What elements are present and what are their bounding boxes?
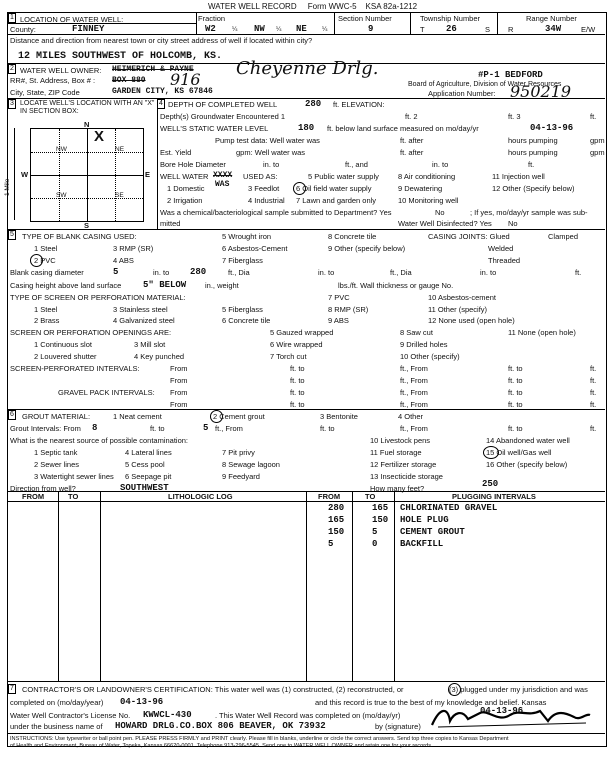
casing-rmp: 3 RMP (SR) (113, 244, 154, 253)
grout-ft-to: ft. to (320, 424, 335, 433)
use-dewatering: 9 Dewatering (398, 184, 443, 193)
chem-mitted: mitted (160, 219, 181, 228)
height-label: Casing height above land surface (10, 281, 122, 290)
perf-from: From (170, 364, 188, 373)
contam-abandoned: 14 Abandoned water well (486, 436, 570, 445)
diam-in: in. to (153, 268, 170, 277)
contam-fuel: 11 Fuel storage (370, 448, 422, 457)
perf-ft-r2: ft. (590, 376, 597, 385)
contam-septic: 1 Septic tank (34, 448, 78, 457)
plug-row-from: 5 (328, 539, 334, 549)
open-saw: 8 Saw cut (400, 328, 433, 337)
section-number-1: 1 (10, 14, 14, 21)
township-t: T (420, 25, 425, 34)
grout-to-label: ft. to (150, 424, 165, 433)
gravel-from2-r2: ft., From (400, 400, 428, 409)
distance-value: 12 MILES SOUTHWEST OF HOLCOMB, KS. (18, 51, 223, 62)
form-title: WATER WELL RECORD Form WWC-5 KSA 82a-1212 (208, 2, 418, 11)
pump-label: Pump test data: Well water was (215, 136, 320, 145)
contam-label: What is the nearest source of possible contamination: (10, 436, 189, 445)
yield-gpm2: gpm (590, 148, 605, 157)
ne-label: NE (115, 146, 125, 153)
disinfected-label: Water Well Disinfected? Yes (398, 219, 492, 228)
pump-hours: hours pumping (508, 136, 558, 145)
grout-ft-to2: ft. to (508, 424, 523, 433)
perf-ft: ft. (590, 364, 597, 373)
open-none: 11 None (open hole) (508, 328, 576, 337)
gravel-to2: ft. to (508, 388, 523, 397)
section-box[interactable] (30, 128, 144, 222)
open-gauzed: 5 Gauzed wrapped (270, 328, 334, 337)
diam-in2: in. to (318, 268, 335, 277)
cert-plugged: (3) plugged under my jurisdiction and was (449, 685, 588, 694)
contam-cess: 5 Cess pool (125, 460, 165, 469)
diam-value: 5 (113, 267, 119, 277)
township-s: S (485, 25, 491, 34)
section-number-5: 5 (10, 231, 14, 238)
completed-label: completed on (mo/day/year) (10, 698, 104, 707)
plug-row-to: 165 (372, 503, 389, 513)
plug-row-to: 5 (372, 527, 378, 537)
use-feedlot: 3 Feedlot (248, 184, 280, 193)
bore-ft: ft., and (345, 160, 368, 169)
yield-ft: ft. after (400, 148, 424, 157)
use-oil-field: 6 Oil field water supply (296, 184, 372, 193)
openings-label: SCREEN OR PERFORATION OPENINGS ARE: (10, 328, 172, 337)
owner-label: WATER WELL OWNER: (20, 66, 102, 75)
section-number-4: 4 (159, 100, 163, 107)
screen-other: 11 Other (specify) (428, 305, 488, 314)
contam-feedyard: 9 Feedyard (222, 472, 260, 481)
grout-cement: 2 Cement grout (213, 412, 265, 421)
application-number: 950219 (510, 82, 572, 101)
gw-end: ft. (590, 112, 597, 121)
use-domestic: 1 Domestic (167, 184, 205, 193)
use-typed-over: XXXX (213, 171, 233, 180)
use-label2: USED AS: (243, 172, 278, 181)
gw-ft3: ft. 3 (508, 112, 521, 121)
howmany-label: How many feet? (370, 484, 425, 493)
west-label: W (21, 170, 29, 179)
height-in: in., weight (205, 281, 239, 290)
gravel-from-r2: From (170, 400, 188, 409)
casing-wrought: 5 Wrought iron (222, 232, 272, 241)
use-label: WELL WATER (160, 172, 209, 181)
use-industrial: 4 Industrial (248, 196, 285, 205)
section-number-7: 7 (10, 685, 14, 692)
owner-box-handwritten: 916 (170, 70, 201, 89)
howmany-value: 250 (482, 479, 499, 489)
open-key: 4 Key punched (134, 352, 185, 361)
casing-steel: 1 Steel (34, 244, 58, 253)
contam-lagoon: 8 Sewage lagoon (222, 460, 280, 469)
record-label: . This Water Well Record was completed on (mo/day/yr) (215, 711, 401, 720)
record-date: 04-13-96 (480, 706, 524, 716)
diam-ft3: ft. (575, 268, 582, 277)
cert-label: CONTRACTOR'S OR LANDOWNER'S CERTIFICATION: This water well was (1) constructed, (2) reconstructed, or (22, 685, 404, 694)
owner-name-handwritten: Cheyenne Drlg. (236, 58, 379, 79)
perf-to2-r2: ft. to (508, 376, 523, 385)
grout-neat: 1 Neat cement (113, 412, 162, 421)
well-id: #P-1 BEDFORD (478, 70, 543, 80)
plug-row-to: 0 (372, 539, 378, 549)
range-ew: E/W (581, 25, 596, 34)
gravel-to: ft. to (290, 388, 305, 397)
plug-row-from: 150 (328, 527, 345, 537)
open-drilled: 9 Drilled holes (400, 340, 448, 349)
mile-label: 1 Mile (4, 178, 11, 196)
use-injection: 11 Injection well (492, 172, 545, 181)
casing-label: TYPE OF BLANK CASING USED: (22, 232, 137, 241)
rr-label: RR#, St. Address, Box # : (10, 76, 96, 85)
north-label: N (84, 120, 90, 129)
city-label: City, State, ZIP Code (10, 88, 80, 97)
south-label: S (84, 221, 90, 230)
range-r: R (508, 25, 514, 34)
screen-steel: 1 Steel (34, 305, 58, 314)
screen-abs: 9 ABS (328, 316, 349, 325)
screen-pvc: 7 PVC (328, 293, 350, 302)
section-number-3: 3 (10, 100, 14, 107)
plug-row-from: 280 (328, 503, 345, 513)
screen-asbestos: 10 Asbestos-cement (428, 293, 496, 302)
owner-box-typed: BOX 880 (112, 76, 146, 85)
yield-hours: hours pumping (508, 148, 558, 157)
gravel-ft: ft. (590, 388, 597, 397)
location-label: LOCATION OF WATER WELL: (20, 15, 124, 24)
contam-lateral: 4 Lateral lines (125, 448, 172, 457)
instructions-line2: of Health and Environment, Bureau of Water, Topeka, Kansas 66620-0001. Telephone 913-296-5545. Send one to WATER WELL OWNER and retain one for your records. (10, 743, 433, 749)
license-label: Water Well Contractor's License No. (10, 711, 131, 720)
static-label: WELL'S STATIC WATER LEVEL (160, 124, 269, 133)
plug-to-header: TO (365, 492, 376, 501)
open-mill: 3 Mill slot (134, 340, 166, 349)
screen-galvanized: 4 Galvanized steel (113, 316, 175, 325)
contam-fertilizer: 12 Fertilizer storage (370, 460, 437, 469)
bore-in: in. to (263, 160, 280, 169)
quarter-mark-1: ¼ (232, 26, 238, 33)
use-other: 12 Other (Specify below) (492, 184, 575, 193)
plug-row-desc: CEMENT GROUT (400, 527, 465, 537)
contam-oilgas: 15 Oil well/Gas well (486, 448, 552, 457)
gravel-label: GRAVEL PACK INTERVALS: (58, 388, 155, 397)
grout-ft: ft. (590, 424, 597, 433)
owner-name-typed: HEIMERICH & PAYNE (112, 65, 194, 74)
screen-stainless: 3 Stainless steel (113, 305, 168, 314)
signature-mark (428, 703, 593, 731)
contam-sewer: 2 Sewer lines (34, 460, 80, 469)
gravel-ft-r2: ft. (590, 400, 597, 409)
casing-abs: 4 ABS (113, 256, 134, 265)
fraction-label: Fraction (198, 14, 226, 23)
casing-concrete: 8 Concrete tile (328, 232, 377, 241)
log-from-header: FROM (22, 492, 45, 501)
casing-asbestos: 6 Asbestos-Cement (222, 244, 288, 253)
gw-label: Depth(s) Groundwater Encountered 1 (160, 112, 286, 121)
grout-intervals-label: Grout Intervals: From (10, 424, 81, 433)
screen-brass: 2 Brass (34, 316, 60, 325)
township-label: Township Number (420, 14, 481, 23)
contam-other: 16 Other (specify below) (486, 460, 568, 469)
casing-fiberglass: 7 Fiberglass (222, 256, 263, 265)
grout-ft-from: ft., From (215, 424, 243, 433)
quarter-mark-2: ¼ (276, 26, 282, 33)
range-label: Range Number (526, 14, 577, 23)
chem-label: Was a chemical/bacteriological sample submitted to Department? Yes (160, 208, 392, 217)
contam-livestock: 10 Livestock pens (370, 436, 431, 445)
height-value: 5" BELOW (143, 280, 187, 290)
screen-concrete: 6 Concrete tile (222, 316, 271, 325)
instructions-line1: INSTRUCTIONS: Use typewriter or ball point pen. PLEASE PRESS FIRMLY and PRINT clearly. Please fill in blanks, underline or circle the correct answers. Send top three copies to Kansas Department (10, 736, 509, 742)
chem-no: No (435, 208, 445, 217)
signature-label: by (signature) (375, 722, 421, 731)
grout-label: GROUT MATERIAL: (22, 412, 91, 421)
casing-threaded: Threaded (488, 256, 521, 265)
fraction-3: NE (296, 24, 307, 34)
perf-from2-r2: ft., From (400, 376, 428, 385)
section-number-2: 2 (10, 65, 14, 72)
well-location-mark: X (94, 128, 105, 145)
gw-ft2: ft. 2 (405, 112, 418, 121)
plug-row-to: 150 (372, 515, 389, 525)
gravel-from: From (170, 388, 188, 397)
use-monitoring: 10 Monitoring well (398, 196, 459, 205)
grout-other: 4 Other (398, 412, 424, 421)
depth-label: DEPTH OF COMPLETED WELL (168, 100, 278, 109)
grout-from-value: 8 (92, 423, 98, 433)
license-value: KWWCL-430 (143, 710, 192, 720)
plug-from-header: FROM (318, 492, 341, 501)
casing-pvc: 2 PVC (34, 256, 56, 265)
plug-row-desc: BACKFILL (400, 539, 444, 549)
use-air: 8 Air conditioning (398, 172, 456, 181)
section-number-6: 6 (10, 411, 14, 418)
plug-row-desc: HOLE PLUG (400, 515, 449, 525)
use-lawn: 7 Lawn and garden only (296, 196, 377, 205)
diam-ft2: ft., Dia (390, 268, 412, 277)
se-label: SE (115, 192, 124, 199)
grout-bentonite: 3 Bentonite (320, 412, 358, 421)
bore-in2: in. to (432, 160, 449, 169)
log-to-header: TO (68, 492, 79, 501)
screen-rmp: 8 RMP (SR) (328, 305, 369, 314)
gravel-to2-r2: ft. to (508, 400, 523, 409)
fraction-2: NW (254, 24, 265, 34)
completed-value: 04-13-96 (120, 697, 164, 707)
plug-row-from: 165 (328, 515, 345, 525)
contam-seepage: 6 Seepage pit (125, 472, 172, 481)
static-unit: ft. below land surface measured on mo/day/yr (327, 124, 479, 133)
perf-to: ft. to (290, 364, 305, 373)
screen-label: TYPE OF SCREEN OR PERFORATION MATERIAL: (10, 293, 186, 302)
grout-ft-from2: ft., From (400, 424, 428, 433)
bore-label: Bore Hole Diameter (160, 160, 226, 169)
static-value: 180 (298, 123, 315, 133)
use-typed-was: WAS (215, 180, 230, 189)
county-value: FINNEY (72, 24, 105, 34)
screen-none: 12 None used (open hole) (428, 316, 515, 325)
disinfected-no: No (508, 219, 518, 228)
yield-gpm: gpm: Well water was (236, 148, 306, 157)
casing-joints: CASING JOINTS: Glued (428, 232, 510, 241)
locate-label: LOCATE WELL'S LOCATION WITH AN "X" IN SECTION BOX: (20, 100, 155, 115)
depth-unit: ft. ELEVATION: (333, 100, 385, 109)
diam-to: 280 (190, 267, 207, 277)
distance-label: Distance and direction from nearest town or city street address of well if located within city? (10, 36, 313, 45)
quarter-mark-3: ¼ (322, 26, 328, 33)
use-public: 5 Public water supply (308, 172, 379, 181)
fraction-1: W2 (205, 24, 216, 34)
plug-row-desc: CHLORINATED GRAVEL (400, 503, 498, 513)
section-value: 9 (368, 24, 374, 34)
casing-clamped: Clamped (548, 232, 579, 241)
casing-welded: Welded (488, 244, 514, 253)
casing-other: 9 Other (specify below) (328, 244, 406, 253)
grout-to-value: 5 (203, 423, 209, 433)
bore-ft2: ft. (528, 160, 535, 169)
perf-label: SCREEN-PERFORATED INTERVALS: (10, 364, 140, 373)
gravel-from2: ft., From (400, 388, 428, 397)
township-value: 26 (446, 24, 457, 34)
owner-city: GARDEN CITY, KS 67846 (112, 87, 213, 96)
gravel-to-r2: ft. to (290, 400, 305, 409)
diam-in3: in. to (480, 268, 497, 277)
perf-from-r2: From (170, 376, 188, 385)
east-label: E (145, 170, 151, 179)
open-continuous: 1 Continuous slot (34, 340, 92, 349)
chem-rest: ; If yes, mo/day/yr sample was sub- (470, 208, 588, 217)
height-lbs: lbs./ft. Wall thickness or gauge No. (338, 281, 454, 290)
open-other: 10 Other (specify) (400, 352, 460, 361)
open-torch: 7 Torch cut (270, 352, 307, 361)
contam-watertight: 3 Watertight sewer lines (34, 472, 114, 481)
perf-to2: ft. to (508, 364, 523, 373)
diam-label: Blank casing diameter (10, 268, 84, 277)
open-louvered: 2 Louvered shutter (34, 352, 97, 361)
yield-label: Est. Yield (160, 148, 192, 157)
county-label: County: (10, 25, 36, 34)
pump-gpm: gpm (590, 136, 605, 145)
depth-value: 280 (305, 99, 322, 109)
open-wire: 6 Wire wrapped (270, 340, 323, 349)
business-label: under the business name of (10, 722, 103, 731)
screen-fiberglass: 5 Fiberglass (222, 305, 263, 314)
diam-ft: ft., Dia (228, 268, 250, 277)
static-date: 04-13-96 (530, 123, 574, 133)
direction-value: SOUTHWEST (120, 483, 169, 493)
pump-ft: ft. after (400, 136, 424, 145)
perf-to-r2: ft. to (290, 376, 305, 385)
contam-pit: 7 Pit privy (222, 448, 255, 457)
board-label: Board of Agriculture, Division of Water Resources (408, 81, 562, 88)
contam-insecticide: 13 Insecticide storage (370, 472, 443, 481)
perf-from2: ft., From (400, 364, 428, 373)
section-label: Section Number (338, 14, 392, 23)
application-label: Application Number: (428, 89, 496, 98)
direction-label: Direction from well? (10, 484, 76, 493)
business-value: HOWARD DRLG.CO.BOX 806 BEAVER, OK 73932 (115, 721, 326, 731)
use-irrigation: 2 Irrigation (167, 196, 203, 205)
completed-rest: and this record is true to the best of my knowledge and belief. Kansas (315, 698, 547, 707)
plugging-header: PLUGGING INTERVALS (452, 492, 536, 501)
litho-header: LITHOLOGIC LOG (168, 492, 233, 501)
sw-label: SW (56, 192, 67, 199)
range-value: 34W (545, 24, 562, 34)
nw-label: NW (56, 146, 67, 153)
